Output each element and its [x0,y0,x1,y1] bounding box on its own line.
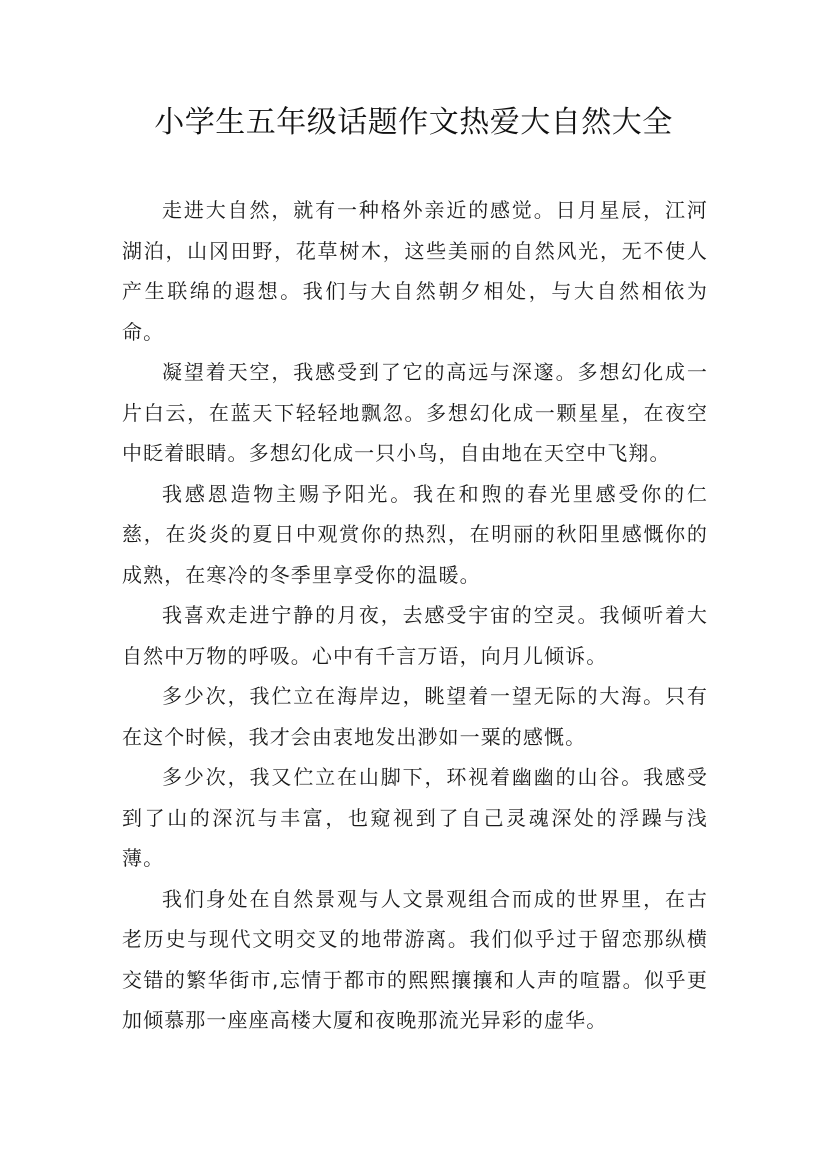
paragraph: 多少次，我又伫立在山脚下，环视着幽幽的山谷。我感受到了山的深沉与丰富，也窥视到了自己灵魂深处的浮躁与浅薄。 [122,765,708,870]
paragraph: 凝望着天空，我感受到了它的高远与深邃。多想幻化成一片白云，在蓝天下轻轻地飘忽。多想幻化成一颗星星，在夜空中眨着眼睛。多想幻化成一只小鸟，自由地在天空中飞翔。 [122,360,708,465]
document-title: 小学生五年级话题作文热爱大自然大全 [154,105,673,140]
paragraph: 我们身处在自然景观与人文景观组合而成的世界里，在古老历史与现代文明交叉的地带游离。我们似乎过于留恋那纵横交错的繁华街市,忘情于都市的熙熙攘攘和人声的喧嚣。似乎更加倾慕那一座座高楼大厦和夜晚那流光异彩的虚华。 [122,886,708,1032]
paragraph: 我喜欢走进宁静的月夜，去感受宇宙的空灵。我倾听着大自然中万物的呼吸。心中有千言万语，向月儿倾诉。 [122,603,708,668]
paragraph: 走进大自然，就有一种格外亲近的感觉。日月星辰，江河湖泊，山冈田野，花草树木，这些美丽的自然风光，无不使人产生联绵的遐想。我们与大自然朝夕相处，与大自然相依为命。 [122,198,708,344]
paragraph: 我感恩造物主赐予阳光。我在和煦的春光里感受你的仁慈，在炎炎的夏日中观赏你的热烈，在明丽的秋阳里感慨你的成熟，在寒冷的冬季里享受你的温暖。 [122,481,708,587]
paragraph: 多少次，我伫立在海岸边，眺望着一望无际的大海。只有在这个时候，我才会由衷地发出渺如一粟的感慨。 [122,684,708,749]
document-body [122,190,708,1041]
